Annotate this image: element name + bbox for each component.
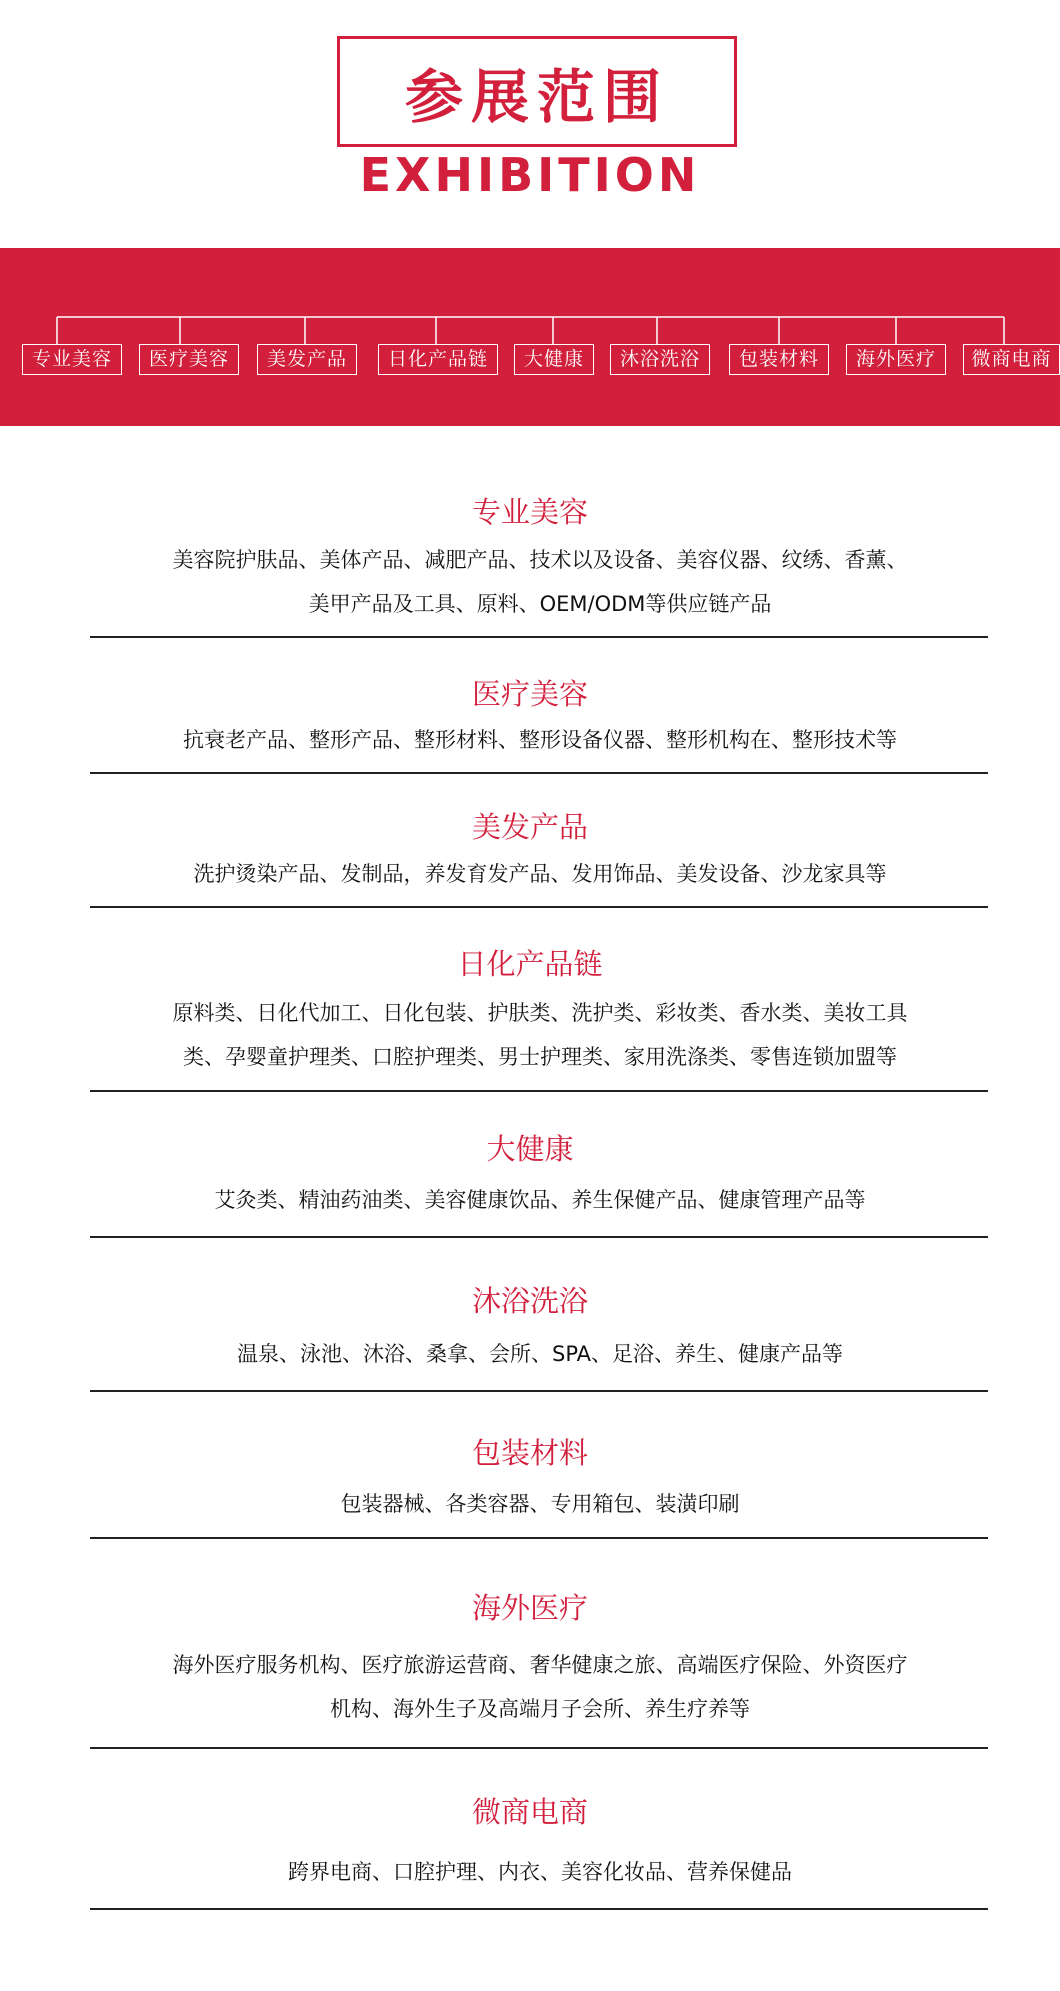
section-line: 洗护烫染产品、发制品，养发育发产品、发用饰品、美发设备、沙龙家具等 bbox=[193, 862, 887, 886]
section-title-health: 大健康 bbox=[486, 1132, 574, 1166]
section-title-bath: 沐浴洗浴 bbox=[471, 1284, 588, 1318]
section-title-overseas: 海外医疗 bbox=[471, 1591, 588, 1625]
section-title-medical: 医疗美容 bbox=[471, 677, 588, 711]
title-box bbox=[337, 36, 737, 147]
section-divider bbox=[90, 1390, 988, 1392]
section-line: 海外医疗服务机构、医疗旅游运营商、奢华健康之旅、高端医疗保险、外资医疗 bbox=[172, 1653, 908, 1677]
section-body-ecommerce bbox=[90, 1850, 990, 1894]
section-line: 跨界电商、口腔护理、内衣、美容化妆品、营养保健品 bbox=[288, 1860, 792, 1884]
section-line: 机构、海外生子及高端月子会所、养生疗养等 bbox=[330, 1697, 750, 1721]
section-line: 抗衰老产品、整形产品、整形材料、整形设备仪器、整形机构在、整形技术等 bbox=[183, 728, 897, 752]
section-title-packaging: 包装材料 bbox=[471, 1436, 588, 1470]
section-title-hair: 美发产品 bbox=[471, 810, 588, 844]
section-line: 原料类、日化代加工、日化包装、护肤类、洗护类、彩妆类、香水类、美妆工具 bbox=[172, 1001, 908, 1025]
section-divider bbox=[90, 906, 988, 908]
section-divider bbox=[90, 1537, 988, 1539]
section-divider bbox=[90, 1747, 988, 1749]
section-body-daily-chem bbox=[90, 991, 990, 1079]
category-connector-lines bbox=[0, 248, 1060, 426]
page-title: 参展范围 bbox=[404, 62, 669, 131]
section-line: 类、孕婴童护理类、口腔护理类、男士护理类、家用洗涤类、零售连锁加盟等 bbox=[183, 1045, 897, 1069]
section-body-overseas bbox=[90, 1643, 990, 1731]
category-tag-hair: 美发产品 bbox=[257, 344, 357, 375]
section-line: 美容院护肤品、美体产品、减肥产品、技术以及设备、美容仪器、纹绣、香薰、 bbox=[172, 548, 908, 572]
category-tag-overseas: 海外医疗 bbox=[846, 344, 946, 375]
section-title-beauty: 专业美容 bbox=[471, 495, 588, 529]
section-line: 包装器械、各类容器、专用箱包、装潢印刷 bbox=[340, 1492, 740, 1516]
section-divider bbox=[90, 636, 988, 638]
category-tag-beauty: 专业美容 bbox=[22, 344, 122, 375]
section-title-ecommerce: 微商电商 bbox=[471, 1795, 588, 1829]
section-body-packaging bbox=[90, 1482, 990, 1526]
section-line: 艾灸类、精油药油类、美容健康饮品、养生保健产品、健康管理产品等 bbox=[214, 1188, 866, 1212]
category-tag-bath: 沐浴洗浴 bbox=[610, 344, 710, 375]
category-tag-packaging: 包装材料 bbox=[729, 344, 829, 375]
section-body-beauty bbox=[90, 538, 990, 626]
category-tag-ecommerce: 微商电商 bbox=[963, 344, 1060, 375]
section-title-daily-chem: 日化产品链 bbox=[457, 947, 603, 981]
section-divider bbox=[90, 1908, 988, 1910]
section-line: 美甲产品及工具、原料、OEM/ODM等供应链产品 bbox=[308, 592, 772, 616]
category-tag-medical: 医疗美容 bbox=[139, 344, 239, 375]
section-line: 温泉、泳池、沐浴、桑拿、会所、SPA、足浴、养生、健康产品等 bbox=[236, 1342, 843, 1366]
section-body-bath bbox=[90, 1332, 990, 1376]
section-body-medical bbox=[90, 718, 990, 762]
section-divider bbox=[90, 772, 988, 774]
category-tag-daily-chem: 日化产品链 bbox=[378, 344, 498, 375]
category-band bbox=[0, 248, 1060, 426]
page-subtitle: EXHIBITION bbox=[359, 148, 701, 202]
section-divider bbox=[90, 1090, 988, 1092]
category-tag-health: 大健康 bbox=[514, 344, 594, 375]
section-divider bbox=[90, 1236, 988, 1238]
section-body-hair bbox=[90, 852, 990, 896]
section-body-health bbox=[90, 1178, 990, 1222]
